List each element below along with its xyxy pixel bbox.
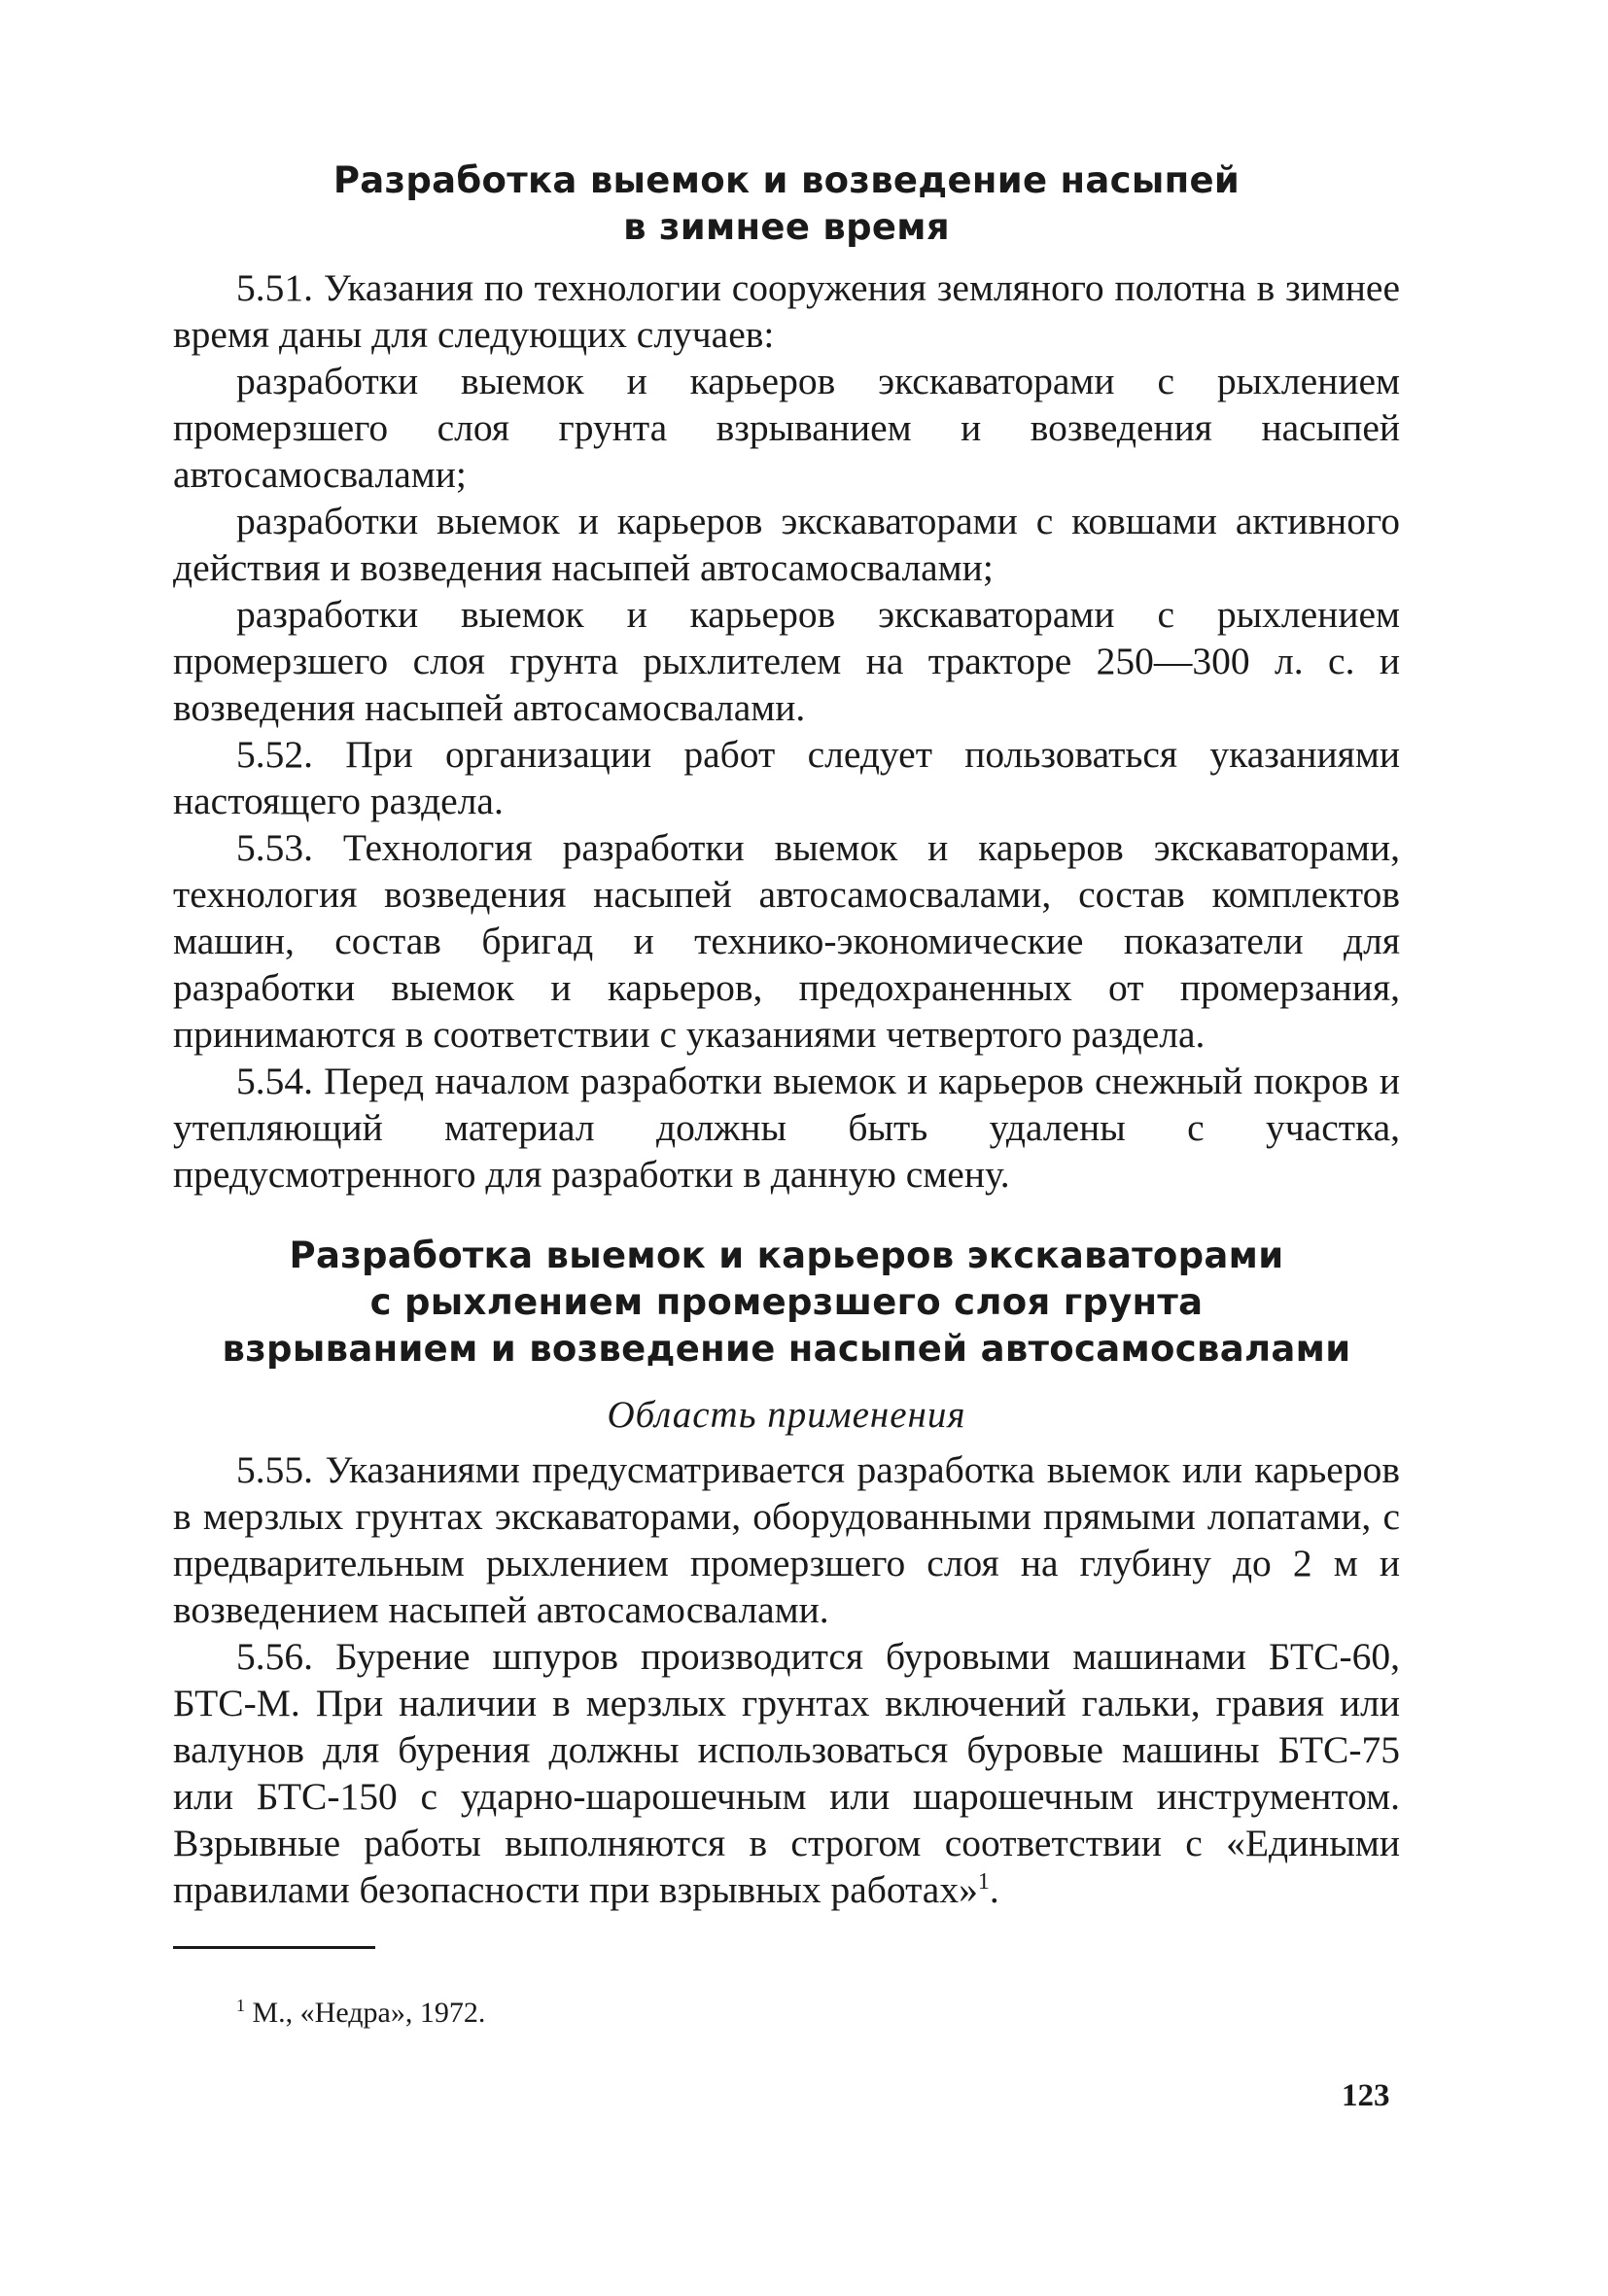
section-title-line: в зимнее время xyxy=(623,206,950,248)
section-title-line: взрыванием и возведение насыпей автосамосвалами xyxy=(222,1328,1351,1370)
page-number: 123 xyxy=(1342,2078,1390,2113)
footnote-text: М., «Недра», 1972. xyxy=(252,1997,486,2029)
paragraph-5-52: 5.52. При организации работ следует пользоваться указаниями настоящего раздела. xyxy=(173,733,1400,822)
footnote xyxy=(236,1988,485,2031)
paragraph-5-56: 5.56. Бурение шпуров производится буровыми машинами БТС-60, БТС-М. При наличии в мерзлых грунтах включений гальки, гравия или валунов для бурения должны использоваться буровые машины БТС-75 или БТС-150 с ударно-шарошечным или шарошечным инструментом. Взрывные работы выполняются в строгом соответствии с «Едиными правилами безопасности при взрывных работах»$^1$. xyxy=(173,1635,1400,1911)
section-title-blasting xyxy=(173,1233,1400,1373)
subsection-title-scope: Область применения xyxy=(607,1394,966,1436)
section-title-line: с рыхлением промерзшего слоя грунта xyxy=(369,1281,1204,1323)
section-body-blasting xyxy=(173,1446,1400,1913)
footnote-reference: 1 xyxy=(977,1868,990,1895)
paragraph-5-53: 5.53. Технология разработки выемок и карьеров экскаваторами, технология возведения насыпей автосамосвалами, состав комплектов машин, состав бригад и технико-экономические показатели для разработки выемок и карьеров, предохраненных от промерзания, принимаются в соответствии с указаниями четвертого раздела. xyxy=(173,826,1400,1056)
footnote-divider xyxy=(173,1946,375,1949)
paragraph-5-51: 5.51. Указания по технологии сооружения земляного полотна в зимнее время даны для следующих случаев: xyxy=(173,266,1400,356)
section-title-line: Разработка выемок и карьеров экскаваторами xyxy=(289,1235,1284,1276)
footnote-marker: 1 xyxy=(236,1996,245,2015)
paragraph-5-54: 5.54. Перед началом разработки выемок и карьеров снежный покров и утепляющий материал должны быть удалены с участка, предусмотренного для разработки в данную смену. xyxy=(173,1060,1400,1196)
section-title-winter-works xyxy=(173,157,1400,251)
section-body-winter-works xyxy=(173,264,1400,1198)
list-item-case-3: разработки выемок и карьеров экскаваторами с рыхлением промерзшего слоя грунта рыхлителем на тракторе 250—300 л. с. и возведения насыпей автосамосвалами. xyxy=(173,593,1400,729)
list-item-case-1: разработки выемок и карьеров экскаваторами с рыхлением промерзшего слоя грунта взрыванием и возведения насыпей автосамосвалами; xyxy=(173,360,1400,496)
section-title-line: Разработка выемок и возведение насыпей xyxy=(332,159,1241,201)
paragraph-5-55: 5.55. Указаниями предусматривается разработка выемок или карьеров в мерзлых грунтах экскаваторами, оборудованными прямыми лопатами, с предварительным рыхлением промерзшего слоя на глубину до 2 м и возведением насыпей автосамосвалами. xyxy=(173,1448,1400,1631)
paragraph-5-56-text: 5.56. Бурение шпуров производится буровыми машинами БТС-60, БТС-М. При наличии в мерзлых грунтах включений гальки, гравия или валунов для бурения должны использоваться буровые машины БТС-75 или БТС-150 с ударно-шарошечным или шарошечным инструментом. Взрывные работы выполняются в строгом соответствии с «Едиными правилами безопасности при взрывных работах» xyxy=(173,1635,1400,1911)
list-item-case-2: разработки выемок и карьеров экскаваторами с ковшами активного действия и возведения насыпей автосамосвалами; xyxy=(173,500,1400,589)
